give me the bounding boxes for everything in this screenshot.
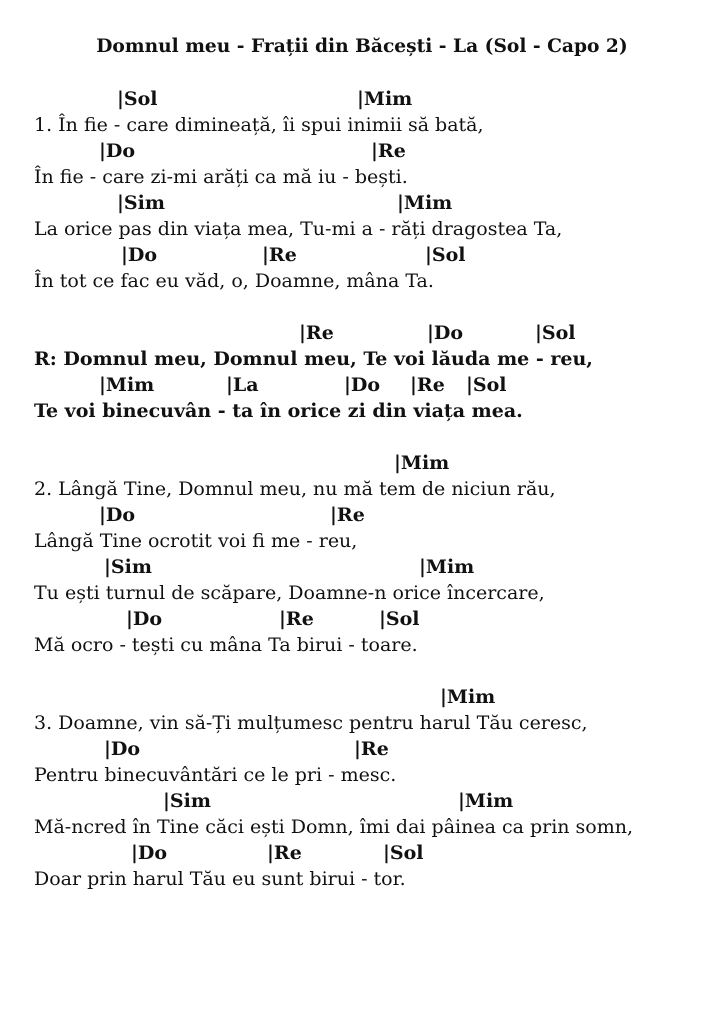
chord: |Re — [371, 140, 406, 162]
chord-line — [0, 374, 724, 400]
chord: |Mim — [394, 452, 450, 474]
chord: |Sol — [425, 244, 466, 266]
chord: |Mim — [357, 88, 413, 110]
chord-line — [0, 608, 724, 634]
chord-line — [0, 686, 724, 712]
lyric-line: La orice pas din viața mea, Tu-mi a - răți dragostea Ta, — [34, 218, 563, 240]
chord: |Re — [354, 738, 389, 760]
chord: |Do — [121, 244, 158, 266]
chord: |Sol — [535, 322, 576, 344]
chord-line — [0, 790, 724, 816]
chord-line — [0, 88, 724, 114]
chord-line — [0, 738, 724, 764]
chord: |Mim — [397, 192, 453, 214]
lyric-line: Doar prin harul Tău eu sunt birui - tor. — [34, 868, 406, 890]
lyric-line: 3. Doamne, vin să-Ți mulțumesc pentru harul Tău ceresc, — [34, 712, 588, 734]
chord: |Do — [104, 738, 141, 760]
chord: |Mim — [458, 790, 514, 812]
chord: |Re — [330, 504, 365, 526]
chord-line — [0, 244, 724, 270]
chord: |Sol — [379, 608, 420, 630]
chord: |Sim — [104, 556, 152, 578]
lyric-line: Pentru binecuvântări ce le pri - mesc. — [34, 764, 397, 786]
chord: |Do — [344, 374, 381, 396]
chord: |Re — [262, 244, 297, 266]
lyric-line: 1. În fie - care dimineață, îi spui inimii să bată, — [34, 114, 484, 136]
lyric-line: 2. Lângă Tine, Domnul meu, nu mă tem de niciun rău, — [34, 478, 556, 500]
refrain-line: R: Domnul meu, Domnul meu, Te voi lăuda me - reu, — [34, 348, 593, 370]
lyric-line: În tot ce fac eu văd, o, Doamne, mâna Ta. — [34, 270, 434, 292]
chord-line — [0, 556, 724, 582]
chord: |Re — [279, 608, 314, 630]
chord: |Re — [410, 374, 445, 396]
song-title: Domnul meu - Frații din Băcești - La (Sol - Capo 2) — [96, 36, 628, 57]
chord-line — [0, 452, 724, 478]
chord: |Mim — [440, 686, 496, 708]
lyric-line: Mă ocro - tești cu mâna Ta birui - toare. — [34, 634, 418, 656]
chord: |Re — [267, 842, 302, 864]
chord: |Sim — [117, 192, 165, 214]
chord: |Re — [299, 322, 334, 344]
chord-line — [0, 842, 724, 868]
chord: |Sim — [163, 790, 211, 812]
chord-line — [0, 140, 724, 166]
chord: |Sol — [117, 88, 158, 110]
chord: |Do — [99, 140, 136, 162]
chord-line — [0, 192, 724, 218]
chord: |Do — [99, 504, 136, 526]
chord: |Mim — [419, 556, 475, 578]
lyric-line: Lângă Tine ocrotit voi fi me - reu, — [34, 530, 358, 552]
lyric-line: În fie - care zi-mi arăți ca mă iu - bești. — [34, 166, 408, 188]
chord-line — [0, 322, 724, 348]
lyric-line: Mă-ncred în Tine căci ești Domn, îmi dai pâinea ca prin somn, — [34, 816, 634, 838]
chord: |La — [226, 374, 259, 396]
lyric-line: Tu ești turnul de scăpare, Doamne-n orice încercare, — [34, 582, 545, 604]
refrain-line: Te voi binecuvân - ta în orice zi din viața mea. — [34, 400, 523, 422]
chord: |Sol — [383, 842, 424, 864]
chord: |Do — [131, 842, 168, 864]
chord: |Do — [427, 322, 464, 344]
chord: |Mim — [99, 374, 155, 396]
chord: |Sol — [466, 374, 507, 396]
chord: |Do — [126, 608, 163, 630]
chord-line — [0, 504, 724, 530]
